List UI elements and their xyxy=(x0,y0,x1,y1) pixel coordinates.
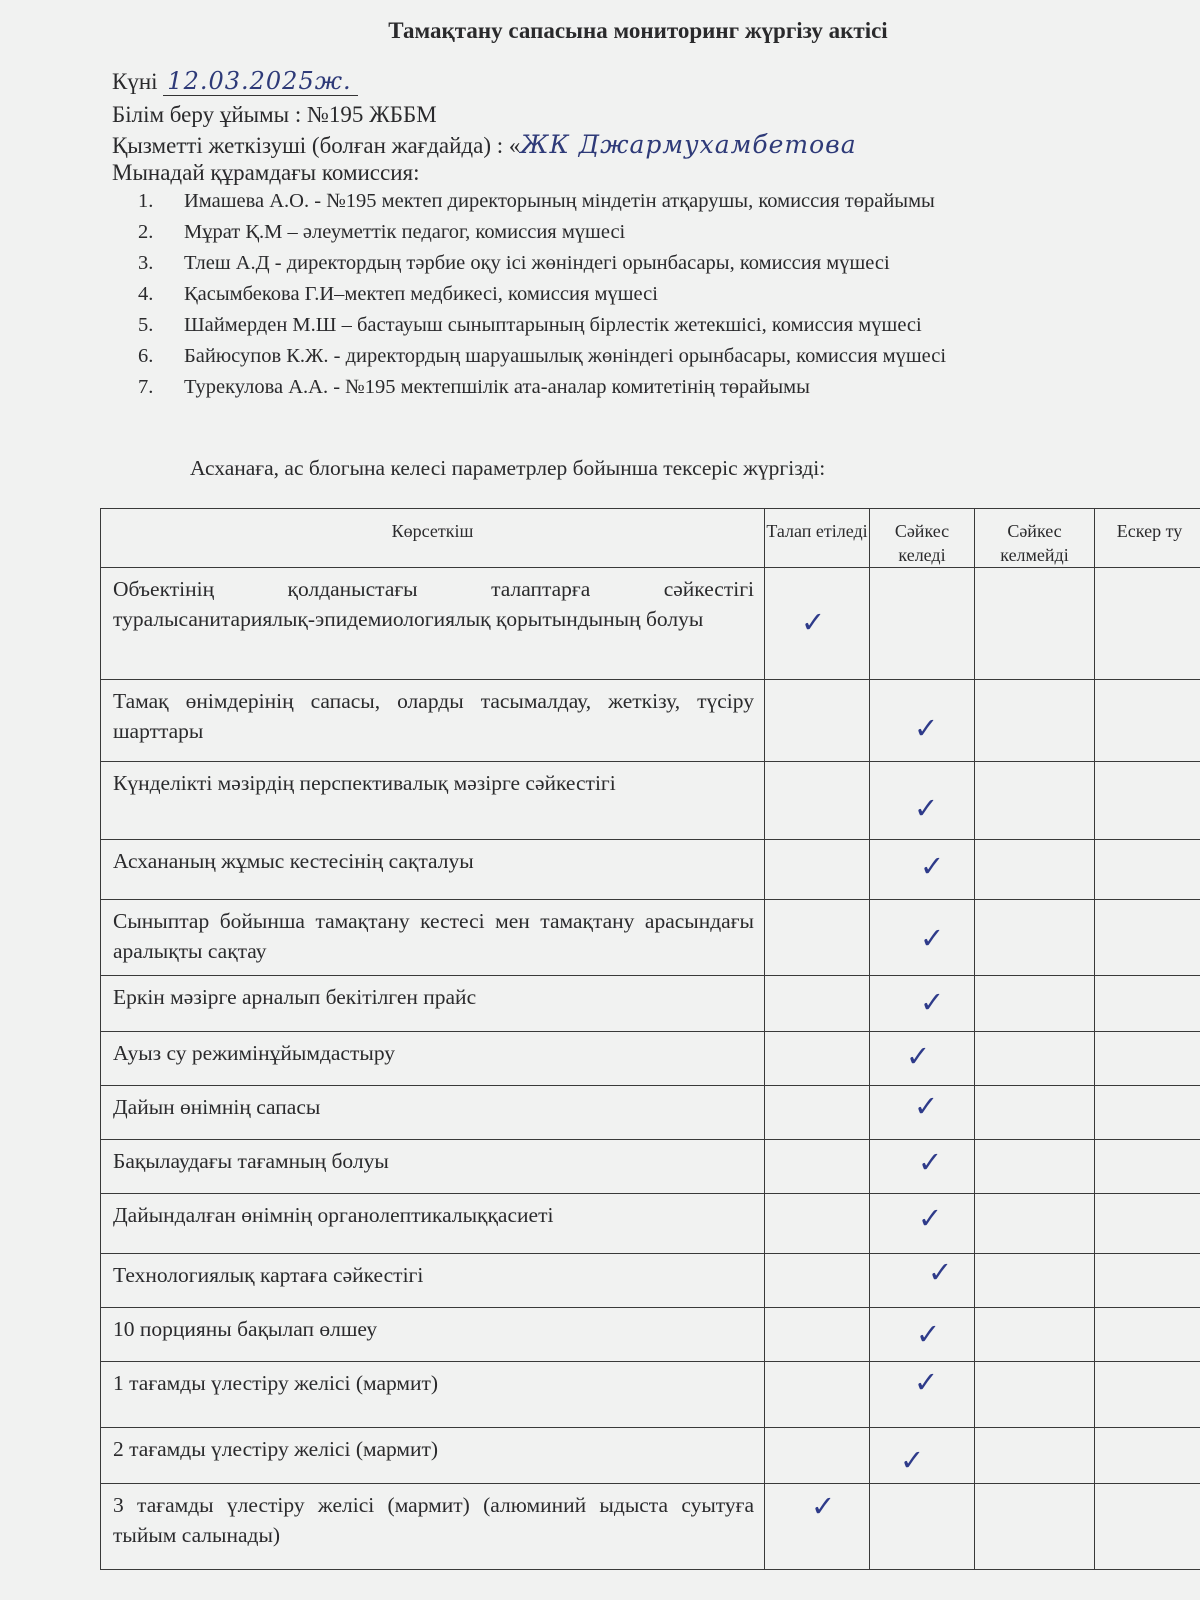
indicator-cell: 3 тағамды үлестіру желісі (мармит) (алюминий ыдыста суытуға тыйым салынады) xyxy=(101,1484,765,1570)
check-mark-icon: ✓ xyxy=(914,711,939,745)
table-row xyxy=(101,1086,1200,1140)
noncompliant-cell xyxy=(975,1428,1095,1484)
member-text: Турекулова А.А. - №195 мектепшілік ата-аналар комитетінің төрайымы xyxy=(184,376,810,398)
supplier-line xyxy=(112,132,857,159)
noncompliant-cell xyxy=(975,1140,1095,1194)
date-line xyxy=(112,68,358,95)
required-cell xyxy=(765,840,870,900)
noncompliant-cell xyxy=(975,762,1095,840)
indicator-cell: Тамақ өнімдерінің сапасы, оларды тасымалдау, жеткізу, түсіру шарттары xyxy=(101,680,765,762)
required-cell xyxy=(765,568,870,680)
noncompliant-cell xyxy=(975,1032,1095,1086)
table-row xyxy=(101,1140,1200,1194)
document-title: Тамақтану сапасына мониторинг жүргізу актісі xyxy=(388,18,888,43)
check-mark-icon: ✓ xyxy=(920,849,945,883)
note-cell xyxy=(1095,680,1200,762)
required-cell xyxy=(765,1362,870,1428)
member-number: 3. xyxy=(138,252,154,274)
member-text: Қасымбекова Г.И–мектеп медбикесі, комиссия мүшесі xyxy=(184,283,658,305)
commission-label: Мынадай құрамдағы комиссия: xyxy=(112,160,420,185)
table-row xyxy=(101,1308,1200,1362)
commission-member xyxy=(138,372,946,403)
noncompliant-cell xyxy=(975,900,1095,976)
supplier-value: ЖК Джармухамбетова xyxy=(520,130,857,159)
indicator-cell: 10 порцияны бақылап өлшеу xyxy=(101,1308,765,1362)
compliant-cell xyxy=(870,976,975,1032)
required-cell xyxy=(765,1086,870,1140)
note-cell xyxy=(1095,1362,1200,1428)
indicator-cell: Дайын өнімнің сапасы xyxy=(101,1086,765,1140)
note-cell xyxy=(1095,1194,1200,1254)
table-row xyxy=(101,976,1200,1032)
noncompliant-cell xyxy=(975,1362,1095,1428)
indicator-cell: Бақылаудағы тағамның болуы xyxy=(101,1140,765,1194)
noncompliant-cell xyxy=(975,840,1095,900)
commission-member xyxy=(138,279,946,310)
required-cell xyxy=(765,762,870,840)
compliant-cell xyxy=(870,840,975,900)
check-mark-icon: ✓ xyxy=(920,985,945,1019)
compliant-cell xyxy=(870,1308,975,1362)
compliant-cell xyxy=(870,900,975,976)
note-cell xyxy=(1095,762,1200,840)
check-mark-icon: ✓ xyxy=(918,1201,943,1235)
note-cell xyxy=(1095,1086,1200,1140)
member-text: Байюсупов К.Ж. - директордың шаруашылық жөніндегі орынбасары, комиссия мүшесі xyxy=(184,345,947,367)
indicator-cell: Ауыз су режимінұйымдастыру xyxy=(101,1032,765,1086)
indicator-cell: Дайындалған өнімнің органолептикалыққасиеті xyxy=(101,1194,765,1254)
table-row xyxy=(101,680,1200,762)
compliant-cell xyxy=(870,1428,975,1484)
table-row xyxy=(101,568,1200,680)
compliant-cell xyxy=(870,1254,975,1308)
note-cell xyxy=(1095,1032,1200,1086)
indicator-cell: Күнделікті мәзірдің перспективалық мәзірге сәйкестігі xyxy=(101,762,765,840)
noncompliant-cell xyxy=(975,680,1095,762)
check-mark-icon: ✓ xyxy=(906,1039,931,1073)
member-text: Тлеш А.Д - директордың тәрбие оқу ісі жөніндегі орынбасары, комиссия мүшесі xyxy=(184,252,890,274)
table-row xyxy=(101,1484,1200,1570)
required-cell xyxy=(765,1140,870,1194)
compliant-cell xyxy=(870,1484,975,1570)
commission-member xyxy=(138,217,946,248)
commission-list xyxy=(138,186,946,403)
table-row xyxy=(101,900,1200,976)
check-mark-icon: ✓ xyxy=(914,1089,939,1123)
header-noncompliant: Сәйкес келмейді xyxy=(975,509,1095,568)
required-cell xyxy=(765,1032,870,1086)
table-row xyxy=(101,762,1200,840)
header-required: Талап етіледі xyxy=(765,509,870,568)
note-cell xyxy=(1095,568,1200,680)
note-cell xyxy=(1095,900,1200,976)
noncompliant-cell xyxy=(975,568,1095,680)
noncompliant-cell xyxy=(975,1254,1095,1308)
required-cell xyxy=(765,1254,870,1308)
table-row xyxy=(101,1032,1200,1086)
member-number: 5. xyxy=(138,314,154,336)
required-cell xyxy=(765,900,870,976)
noncompliant-cell xyxy=(975,1194,1095,1254)
indicator-cell: Объектінің қолданыстағы талаптарға сәйкестігі туралысанитариялық-эпидемиологиялық қорытындының болуы xyxy=(101,568,765,680)
table-row xyxy=(101,1362,1200,1428)
header-compliant: Сәйкес келеді xyxy=(870,509,975,568)
check-mark-icon: ✓ xyxy=(811,1489,836,1523)
member-text: Имашева А.О. - №195 мектеп директорының міндетін атқарушы, комиссия төрайымы xyxy=(184,190,935,212)
check-mark-icon: ✓ xyxy=(914,791,939,825)
table-row xyxy=(101,1254,1200,1308)
member-number: 6. xyxy=(138,345,154,367)
date-label: Күні xyxy=(112,69,158,94)
table-row xyxy=(101,840,1200,900)
required-cell xyxy=(765,976,870,1032)
organization-line: Білім беру ұйымы : №195 ЖББМ xyxy=(112,102,437,127)
table-header-row xyxy=(101,509,1200,568)
compliant-cell xyxy=(870,1032,975,1086)
note-cell xyxy=(1095,1140,1200,1194)
check-mark-icon: ✓ xyxy=(928,1255,953,1289)
indicator-cell: Технологиялық картаға сәйкестігі xyxy=(101,1254,765,1308)
member-number: 1. xyxy=(138,190,154,212)
noncompliant-cell xyxy=(975,976,1095,1032)
indicator-cell: Сыныптар бойынша тамақтану кестесі мен тамақтану арасындағы аралықты сақтау xyxy=(101,900,765,976)
table-row xyxy=(101,1194,1200,1254)
commission-member xyxy=(138,186,946,217)
check-mark-icon: ✓ xyxy=(900,1443,925,1477)
compliant-cell xyxy=(870,680,975,762)
commission-member xyxy=(138,341,946,372)
commission-member xyxy=(138,310,946,341)
check-mark-icon: ✓ xyxy=(801,605,826,639)
note-cell xyxy=(1095,976,1200,1032)
compliant-cell xyxy=(870,568,975,680)
member-text: Мұрат Қ.М – әлеуметтік педагог, комиссия мүшесі xyxy=(184,221,626,243)
note-cell xyxy=(1095,1428,1200,1484)
check-mark-icon: ✓ xyxy=(920,921,945,955)
inspection-table xyxy=(100,508,1200,1570)
member-number: 2. xyxy=(138,221,154,243)
date-value: 12.03.2025ж. xyxy=(163,67,357,96)
check-mark-icon: ✓ xyxy=(916,1317,941,1351)
required-cell xyxy=(765,1428,870,1484)
table-row xyxy=(101,1428,1200,1484)
note-cell xyxy=(1095,1254,1200,1308)
noncompliant-cell xyxy=(975,1086,1095,1140)
required-cell xyxy=(765,1308,870,1362)
noncompliant-cell xyxy=(975,1484,1095,1570)
member-number: 7. xyxy=(138,376,154,398)
compliant-cell xyxy=(870,1086,975,1140)
compliant-cell xyxy=(870,1362,975,1428)
indicator-cell: Асхананың жұмыс кестесінің сақталуы xyxy=(101,840,765,900)
indicator-cell: 1 тағамды үлестіру желісі (мармит) xyxy=(101,1362,765,1428)
member-text: Шаймерден М.Ш – бастауыш сыныптарының бірлестік жетекшісі, комиссия мүшесі xyxy=(184,314,922,336)
compliant-cell xyxy=(870,762,975,840)
required-cell xyxy=(765,1484,870,1570)
header-indicator: Көрсеткіш xyxy=(101,509,765,568)
indicator-cell: 2 тағамды үлестіру желісі (мармит) xyxy=(101,1428,765,1484)
inspection-intro: Асханаға, ас блогына келесі параметрлер бойынша тексеріс жүргізді: xyxy=(190,456,826,480)
required-cell xyxy=(765,680,870,762)
noncompliant-cell xyxy=(975,1308,1095,1362)
compliant-cell xyxy=(870,1140,975,1194)
header-note: Ескер ту xyxy=(1095,509,1200,568)
note-cell xyxy=(1095,840,1200,900)
check-mark-icon: ✓ xyxy=(914,1365,939,1399)
indicator-cell: Еркін мәзірге арналып бекітілген прайс xyxy=(101,976,765,1032)
note-cell xyxy=(1095,1484,1200,1570)
compliant-cell xyxy=(870,1194,975,1254)
check-mark-icon: ✓ xyxy=(918,1145,943,1179)
member-number: 4. xyxy=(138,283,154,305)
supplier-label: Қызметті жеткізуші (болған жағдайда) : « xyxy=(112,133,521,158)
required-cell xyxy=(765,1194,870,1254)
note-cell xyxy=(1095,1308,1200,1362)
commission-member xyxy=(138,248,946,279)
